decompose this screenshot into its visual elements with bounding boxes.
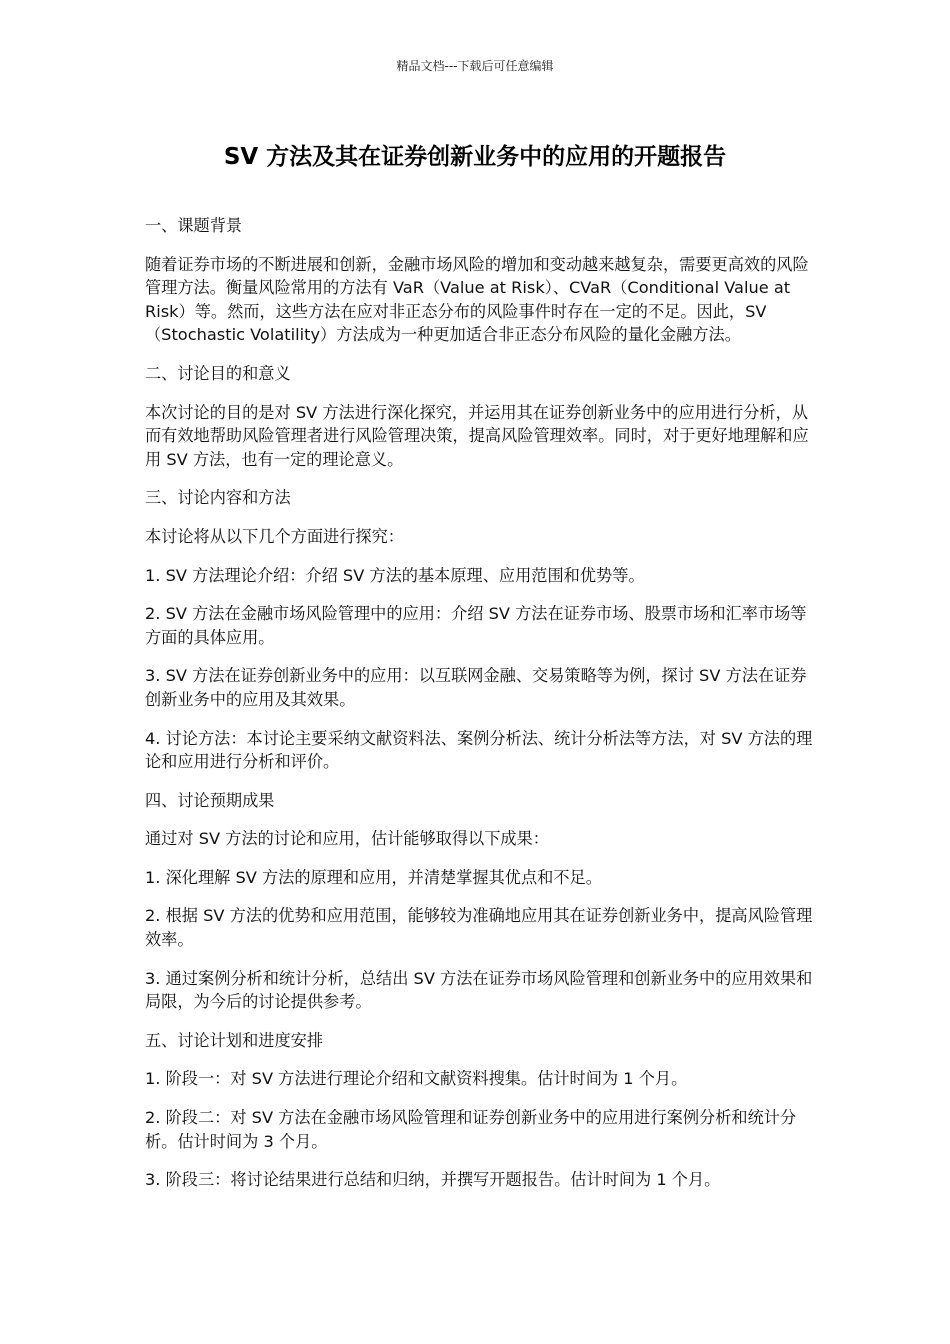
header-note: 精品文档---下载后可任意编辑 [396,59,554,73]
list-item: 3. SV 方法在证券创新业务中的应用：以互联网金融、交易策略等为例，探讨 SV 方法在证券创新业务中的应用及其效果。 [145,666,807,709]
section-heading: 二、讨论目的和意义 [145,363,291,383]
section-heading: 四、讨论预期成果 [145,790,275,810]
document-body [145,214,813,1207]
paragraph: 本次讨论的目的是对 SV 方法进行深化探究，并运用其在证券创新业务中的应用进行分析，从而有效地帮助风险管理者进行风险管理决策，提高风险管理效率。同时，对于更好地理解和应用 SV 方法，也有一定的理论意义。 [145,402,809,469]
document-title: SV 方法及其在证券创新业务中的应用的开题报告 [223,144,727,170]
list-item: 3. 通过案例分析和统计分析，总结出 SV 方法在证券市场风险管理和创新业务中的应用效果和局限，为今后的讨论提供参考。 [145,968,813,1012]
section-heading: 五、讨论计划和进度安排 [145,1030,324,1050]
section-heading: 一、课题背景 [145,216,243,235]
list-item: 2. SV 方法在金融市场风险管理中的应用：介绍 SV 方法在证券市场、股票市场和汇率市场等方面的具体应用。 [145,604,807,647]
list-item: 1. SV 方法理论介绍：介绍 SV 方法的基本原理、应用范围和优势等。 [145,565,645,585]
section-heading: 三、讨论内容和方法 [145,488,291,508]
list-item: 2. 阶段二：对 SV 方法在金融市场风险管理和证券创新业务中的应用进行案例分析和统计分析。估计时间为 3 个月。 [145,1108,797,1151]
list-item: 3. 阶段三：将讨论结果进行总结和归纳，并撰写开题报告。估计时间为 1 个月。 [145,1170,721,1190]
paragraph: 通过对 SV 方法的讨论和应用，估计能够取得以下成果： [145,829,549,849]
paragraph: 本讨论将从以下几个方面进行探究： [145,526,404,546]
list-item: 2. 根据 SV 方法的优势和应用范围，能够较为准确地应用其在证券创新业务中，提高风险管理效率。 [145,906,813,950]
list-item: 1. 深化理解 SV 方法的原理和应用，并清楚掌握其优点和不足。 [145,867,602,887]
list-item: 4. 讨论方法：本讨论主要采纳文献资料法、案例分析法、统计分析法等方法，对 SV 方法的理论和应用进行分析和评价。 [145,728,813,772]
paragraph: 随着证券市场的不断进展和创新，金融市场风险的增加和变动越来越复杂，需要更高效的风险管理方法。衡量风险常用的方法有 VaR（Value at Risk）、CVaR（Conditional Value at Risk）等。然而，这些方法在应对非正态分布的风险事件时存在一定的不足。因此，SV（Stochastic Volatility）方法成为一种更加适合非正态分布风险的量化金融方法。 [145,254,809,345]
list-item: 1. 阶段一：对 SV 方法进行理论介绍和文献资料搜集。估计时间为 1 个月。 [145,1069,688,1089]
